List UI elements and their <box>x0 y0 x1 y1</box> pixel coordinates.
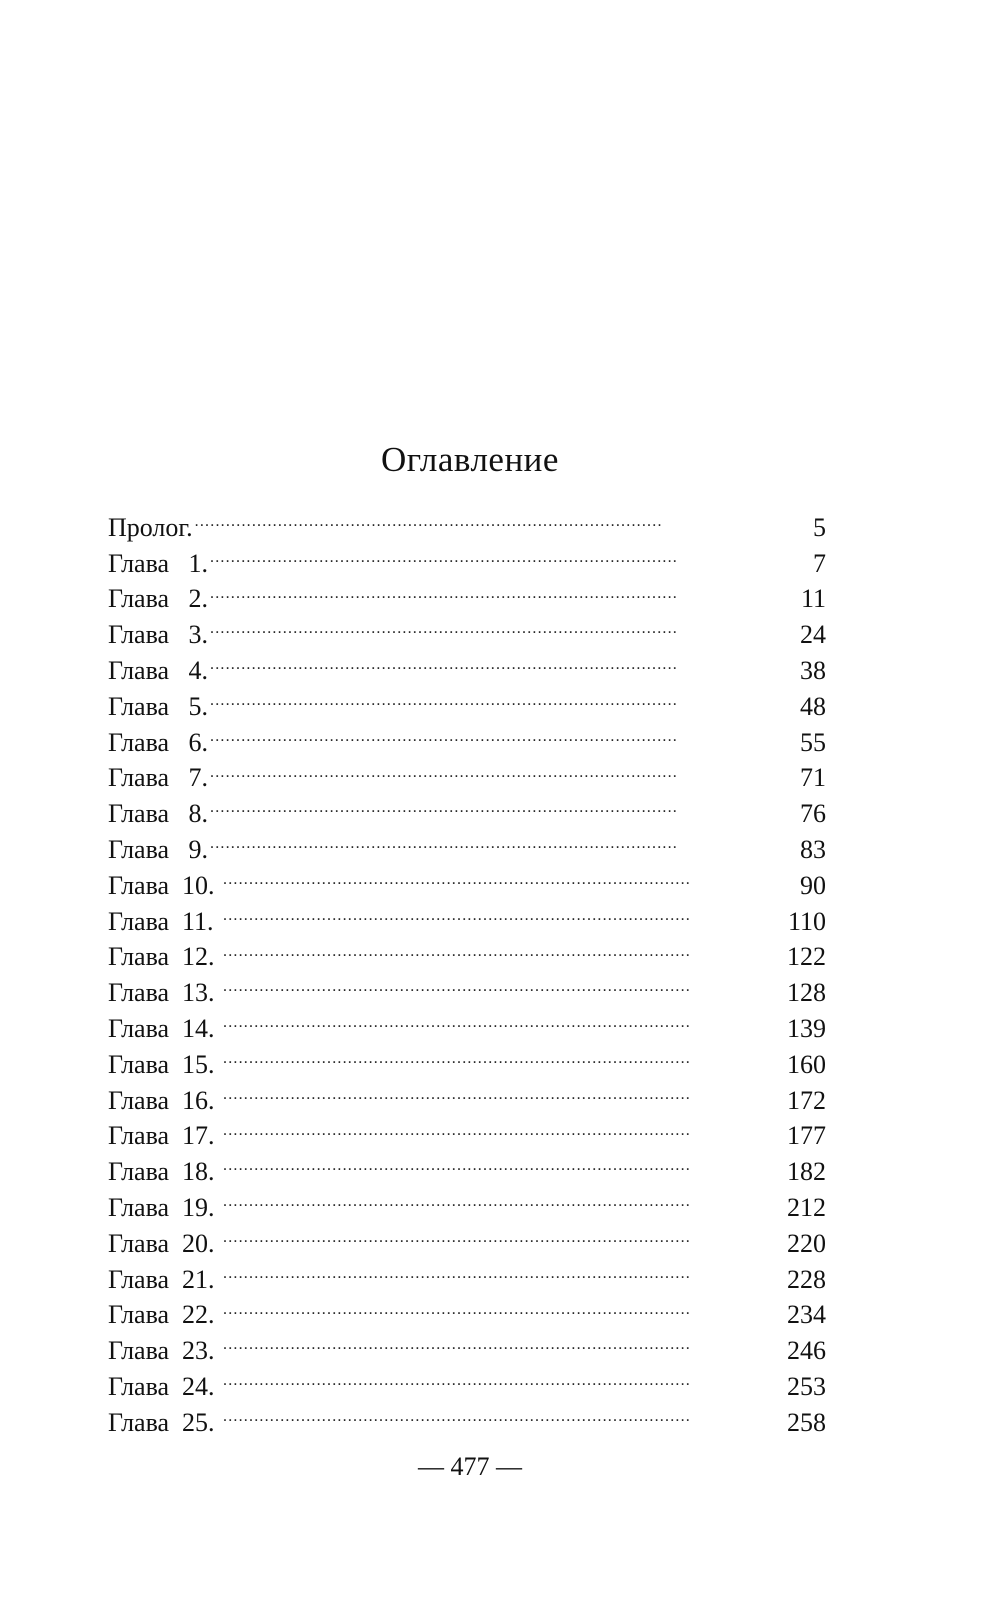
toc-entry <box>108 715 826 757</box>
dot-leader <box>223 1216 778 1252</box>
dot-leader <box>210 572 778 608</box>
toc-entry-word: Глава <box>108 1371 170 1401</box>
toc-entry-page: 172 <box>787 1085 826 1115</box>
toc-entry-page: 220 <box>787 1228 826 1258</box>
toc-entry-label <box>108 1118 221 1154</box>
dot-leader <box>223 1109 778 1145</box>
toc-entry-number: 2. <box>188 584 208 614</box>
dot-leader <box>223 1037 778 1073</box>
dot-leader <box>210 536 778 572</box>
toc-entry-page: 38 <box>800 655 826 685</box>
toc-title: Оглавление <box>381 440 559 479</box>
toc-entry <box>108 822 826 864</box>
dot-leader <box>210 643 778 679</box>
dot-leader <box>223 858 778 894</box>
toc-entry-number: 10. <box>182 870 215 900</box>
toc-entry-page: 55 <box>800 727 826 757</box>
toc-entry-page: 258 <box>787 1407 826 1437</box>
toc-entry-word: Глава <box>108 1300 170 1330</box>
toc-entry <box>108 643 826 685</box>
toc-entry-number: 3. <box>188 620 208 650</box>
toc-entry-word: Глава <box>108 548 170 578</box>
toc-entry-label <box>108 689 208 725</box>
toc-entry-label <box>108 1226 221 1262</box>
dot-leader <box>223 1252 778 1288</box>
toc-entry-number: 19. <box>182 1192 215 1222</box>
toc-entry-page: 48 <box>800 691 826 721</box>
dot-leader <box>223 1395 778 1431</box>
toc-entry-word: Глава <box>108 1085 170 1115</box>
toc-entry-page: 83 <box>800 834 826 864</box>
dot-leader <box>223 965 778 1001</box>
toc-entry-word: Глава <box>108 942 170 972</box>
dot-leader <box>223 1144 778 1180</box>
toc-entry-number: 16. <box>182 1085 215 1115</box>
toc-entry-number: 6. <box>188 727 208 757</box>
dot-leader <box>210 822 778 858</box>
toc-entry-word: Глава <box>108 834 170 864</box>
toc-entry-label <box>108 581 208 617</box>
dot-leader <box>210 679 778 715</box>
toc-entry-number: 1. <box>188 548 208 578</box>
dot-leader <box>223 1180 778 1216</box>
toc-entry-page: 212 <box>787 1192 826 1222</box>
toc-entry-label <box>108 1333 221 1369</box>
toc-entry-label <box>108 725 208 761</box>
toc-entry-label <box>108 1369 221 1405</box>
toc-entry-label <box>108 510 193 546</box>
toc-entry-page: 139 <box>787 1013 826 1043</box>
toc-entry-label <box>108 1297 221 1333</box>
toc-entry-page: 160 <box>787 1049 826 1079</box>
toc-entry-word: Пролог. <box>108 512 193 542</box>
toc-entry-label <box>108 546 208 582</box>
table-of-contents <box>108 500 826 1437</box>
toc-entry <box>108 607 826 650</box>
toc-entry-page: 228 <box>787 1264 826 1294</box>
toc-entry-word: Глава <box>108 763 170 793</box>
toc-entry-word: Глава <box>108 1228 170 1258</box>
toc-entry-label <box>108 1083 221 1119</box>
toc-entry-number: 21. <box>182 1264 215 1294</box>
toc-entry-label <box>108 760 208 796</box>
toc-entry-number: 17. <box>182 1121 215 1151</box>
toc-entry-word: Глава <box>108 1013 170 1043</box>
dot-leader <box>223 1001 778 1037</box>
toc-entry <box>108 500 826 542</box>
toc-entry-word: Глава <box>108 1192 170 1222</box>
toc-entry-label <box>108 832 208 868</box>
toc-entry-number: 14. <box>182 1013 215 1043</box>
toc-entry-page: 177 <box>787 1121 826 1151</box>
toc-entry-page: 110 <box>787 906 826 936</box>
dot-leader <box>210 607 778 643</box>
toc-entry-label <box>108 975 221 1011</box>
toc-entry-word: Глава <box>108 620 170 650</box>
toc-entry-label <box>108 939 221 975</box>
toc-entry-label <box>108 1405 221 1441</box>
toc-entry-number: 20. <box>182 1228 215 1258</box>
toc-entry-number: 25. <box>182 1407 215 1437</box>
toc-entry-number: 5. <box>188 691 208 721</box>
toc-entry-word: Глава <box>108 727 170 757</box>
toc-entry <box>108 572 826 614</box>
toc-entry-page: 24 <box>800 620 826 650</box>
toc-entry-word: Глава <box>108 691 170 721</box>
toc-entry <box>108 536 826 578</box>
toc-entry-word: Глава <box>108 1407 170 1437</box>
toc-entry-label <box>108 1154 221 1190</box>
toc-entry-word: Глава <box>108 1049 170 1079</box>
toc-entry-number: 4. <box>188 655 208 685</box>
toc-entry-page: 122 <box>787 942 826 972</box>
dot-leader <box>223 1288 778 1324</box>
toc-entry-page: 76 <box>800 799 826 829</box>
toc-entry-label <box>108 653 208 689</box>
toc-entry-page: 128 <box>787 978 826 1008</box>
toc-entry-number: 8. <box>188 799 208 829</box>
dot-leader <box>210 786 778 822</box>
toc-entry <box>108 858 826 900</box>
toc-entry-number: 7. <box>188 763 208 793</box>
toc-entry-page: 234 <box>787 1300 826 1330</box>
dot-leader <box>223 894 778 930</box>
toc-entry-word: Глава <box>108 906 170 936</box>
toc-entry-number: 9. <box>188 834 208 864</box>
dot-leader <box>223 1073 778 1109</box>
dot-leader <box>210 715 778 751</box>
toc-entry-label <box>108 904 221 940</box>
toc-entry-page: 71 <box>800 763 826 793</box>
toc-entry-word: Глава <box>108 1336 170 1366</box>
toc-entry-label <box>108 1011 221 1047</box>
toc-entry-number: 15. <box>182 1049 215 1079</box>
toc-entry-word: Глава <box>108 799 170 829</box>
toc-entry-label <box>108 1047 221 1083</box>
toc-entry-word: Глава <box>108 584 170 614</box>
dot-leader <box>195 500 778 536</box>
toc-entry-number: 11. <box>182 906 214 936</box>
toc-entry-number: 22. <box>182 1300 215 1330</box>
toc-entry-word: Глава <box>108 1264 170 1294</box>
dot-leader <box>223 930 778 966</box>
toc-entry-word: Глава <box>108 978 170 1008</box>
toc-entry-number: 13. <box>182 978 215 1008</box>
toc-entry-page: 253 <box>787 1371 826 1401</box>
toc-entry-page: 90 <box>800 870 826 900</box>
toc-entry-number: 12. <box>182 942 215 972</box>
toc-entry-page: 246 <box>787 1336 826 1366</box>
toc-entry-label <box>108 617 208 653</box>
dot-leader <box>210 751 778 787</box>
toc-entry-word: Глава <box>108 1157 170 1187</box>
dot-leader <box>223 1359 778 1395</box>
toc-entry-page: 7 <box>813 548 826 578</box>
toc-entry-label <box>108 868 221 904</box>
toc-entry-word: Глава <box>108 1121 170 1151</box>
toc-entry-number: 18. <box>182 1157 215 1187</box>
toc-entry <box>108 786 826 829</box>
toc-entry-page: 11 <box>800 584 826 614</box>
toc-entry-number: 24. <box>182 1371 215 1401</box>
dot-leader <box>223 1323 778 1359</box>
toc-entry-label <box>108 1190 221 1226</box>
toc-entry <box>108 679 826 721</box>
toc-entry-word: Глава <box>108 870 170 900</box>
page-number: — 477 — <box>418 1452 522 1481</box>
toc-entry-page: 182 <box>787 1157 826 1187</box>
toc-entry-word: Глава <box>108 655 170 685</box>
toc-entry <box>108 751 826 793</box>
toc-entry-number: 23. <box>182 1336 215 1366</box>
toc-entry-label <box>108 796 208 832</box>
toc-entry-label <box>108 1262 221 1298</box>
toc-entry-page: 5 <box>813 512 826 542</box>
